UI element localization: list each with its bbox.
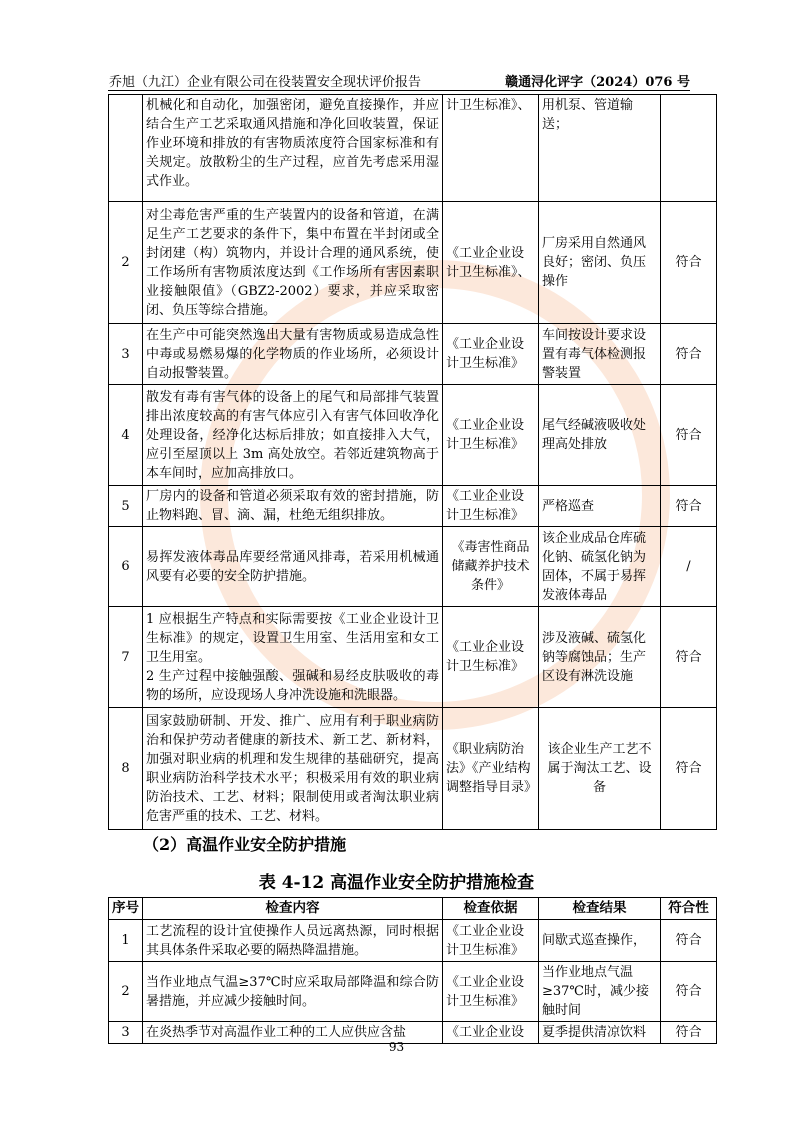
header-divider — [108, 90, 690, 91]
check-basis: 《工业企业设计卫生标准》 — [443, 962, 539, 1022]
occupational-hazard-check-table-continued — [108, 94, 717, 830]
check-basis: 《工业企业设计卫生标准》 — [443, 607, 539, 708]
check-basis: 《职业病防治法》《产业结构调整指导目录》 — [443, 708, 539, 830]
column-header-no: 序号 — [109, 898, 143, 920]
table-row — [109, 324, 717, 385]
check-result: 用机泵、管道输送； — [539, 95, 661, 202]
check-content: 易挥发液体毒品库要经常通风排毒，若采用机械通风要有必要的安全防护措施。 — [143, 527, 443, 607]
check-content: 工艺流程的设计宜使操作人员远离热源，同时根据其具体条件采取必要的隔热降温措施。 — [143, 920, 443, 962]
table-header-row — [109, 898, 717, 920]
page-number: 93 — [388, 1040, 405, 1054]
conformity: 符合 — [661, 385, 717, 486]
report-title-header: 乔旭（九江）企业有限公司在役装置安全现状评价报告 — [109, 75, 422, 90]
table-caption: 表 4-12 高温作业安全防护措施检查 — [258, 873, 535, 893]
row-number — [109, 95, 143, 202]
check-result: 该企业成品仓库硫化钠、硫氢化钠为固体，不属于易挥发液体毒品 — [539, 527, 661, 607]
table-row — [109, 202, 717, 324]
check-basis: 《工业企业设计卫生标准》 — [443, 385, 539, 486]
check-basis: 《工业企业设计卫生标准》、 — [443, 202, 539, 324]
check-content: 散发有毒有害气体的设备上的尾气和局部排气装置排出浓度较高的有害气体应引入有害气体回收净化处理设备，经净化达标后排放；如直接排入大气，应引至屋顶以上 3m 高处放空。若邻近建筑物高于本车间时，应加高排放口。 — [143, 385, 443, 486]
row-number: 6 — [109, 527, 143, 607]
row-number: 8 — [109, 708, 143, 830]
check-basis: 《工业企业设 — [443, 1022, 539, 1044]
row-number: 7 — [109, 607, 143, 708]
check-result: 严格巡查 — [539, 486, 661, 527]
check-basis: 《工业企业设计卫生标准》 — [443, 486, 539, 527]
check-result: 夏季提供清凉饮料 — [539, 1022, 661, 1044]
conformity: 符合 — [661, 202, 717, 324]
conformity: 符合 — [661, 962, 717, 1022]
table-row — [109, 962, 717, 1022]
table-row — [109, 920, 717, 962]
conformity: 符合 — [661, 1022, 717, 1044]
high-temperature-check-table — [108, 897, 717, 1044]
table-row — [109, 708, 717, 830]
row-number: 1 — [109, 920, 143, 962]
check-result: 车间按设计要求设置有毒气体检测报警装置 — [539, 324, 661, 385]
check-result: 涉及液碱、硫氢化钠等腐蚀品；生产区设有淋洗设施 — [539, 607, 661, 708]
check-content: 在炎热季节对高温作业工种的工人应供应含盐 — [143, 1022, 443, 1044]
check-result: 该企业生产工艺不属于淘汰工艺、设备 — [539, 708, 661, 830]
row-number: 2 — [109, 962, 143, 1022]
table-row — [109, 95, 717, 202]
check-basis: 计卫生标准》、 — [443, 95, 539, 202]
check-result: 间歇式巡查操作， — [539, 920, 661, 962]
table-row — [109, 607, 717, 708]
check-result: 尾气经碱液吸收处理高处排放 — [539, 385, 661, 486]
check-content: 当作业地点气温≥37℃时应采取局部降温和综合防暑措施，并应减少接触时间。 — [143, 962, 443, 1022]
column-header-result: 检查结果 — [539, 898, 661, 920]
conformity: / — [661, 527, 717, 607]
row-number: 3 — [109, 1022, 143, 1044]
check-basis: 《工业企业设计卫生标准》 — [443, 920, 539, 962]
check-content: 国家鼓励研制、开发、推广、应用有利于职业病防治和保护劳动者健康的新技术、新工艺、新材料，加强对职业病的机理和发生规律的基础研究，提高职业病防治科学技术水平；积极采用有效的职业病防治技术、工艺、材料；限制使用或者淘汰职业病危害严重的技术、工艺、材料。 — [143, 708, 443, 830]
table-row — [109, 527, 717, 607]
check-content: 在生产中可能突然逸出大量有害物质或易造成急性中毒或易燃易爆的化学物质的作业场所，必须设计自动报警装置。 — [143, 324, 443, 385]
check-content: 对尘毒危害严重的生产装置内的设备和管道，在满足生产工艺要求的条件下，集中布置在半封闭或全封闭建（构）筑物内，并设计合理的通风系统，使工作场所有害物质浓度达到《工作场所有害因素职业接触限值》（GBZ2-2002）要求，并应采取密闭、负压等综合措施。 — [143, 202, 443, 324]
conformity: 符合 — [661, 920, 717, 962]
conformity: 符合 — [661, 607, 717, 708]
check-content: 厂房内的设备和管道必须采取有效的密封措施，防止物料跑、冒、滴、漏，杜绝无组织排放。 — [143, 486, 443, 527]
section-heading: （2）高温作业安全防护措施 — [143, 835, 347, 854]
conformity — [661, 95, 717, 202]
check-content: 1 应根据生产特点和实际需要按《工业企业设计卫生标准》的规定，设置卫生用室、生活用室和女工卫生用室。 2 生产过程中接触强酸、强碱和易经皮肤吸收的毒物的场所，应设现场人身冲洗设施和洗眼器。 — [143, 607, 443, 708]
column-header-conformity: 符合性 — [661, 898, 717, 920]
conformity: 符合 — [661, 486, 717, 527]
check-content: 机械化和自动化，加强密闭，避免直接操作，并应结合生产工艺采取通风措施和净化回收装置，保证作业环境和排放的有害物质浓度符合国家标准和有关规定。放散粉尘的生产过程，应首先考虑采用湿式作业。 — [143, 95, 443, 202]
check-result: 厂房采用自然通风良好；密闭、负压操作 — [539, 202, 661, 324]
column-header-content: 检查内容 — [143, 898, 443, 920]
column-header-basis: 检查依据 — [443, 898, 539, 920]
conformity: 符合 — [661, 708, 717, 830]
table-row — [109, 385, 717, 486]
row-number: 5 — [109, 486, 143, 527]
check-basis: 《毒害性商品储藏养护技术条件》 — [443, 527, 539, 607]
row-number: 3 — [109, 324, 143, 385]
conformity: 符合 — [661, 324, 717, 385]
row-number: 4 — [109, 385, 143, 486]
report-number-header: 赣通浔化评字（2024）076 号 — [505, 75, 690, 90]
check-basis: 《工业企业设计卫生标准》 — [443, 324, 539, 385]
row-number: 2 — [109, 202, 143, 324]
check-result: 当作业地点气温≥37℃时，减少接触时间 — [539, 962, 661, 1022]
table-row — [109, 486, 717, 527]
